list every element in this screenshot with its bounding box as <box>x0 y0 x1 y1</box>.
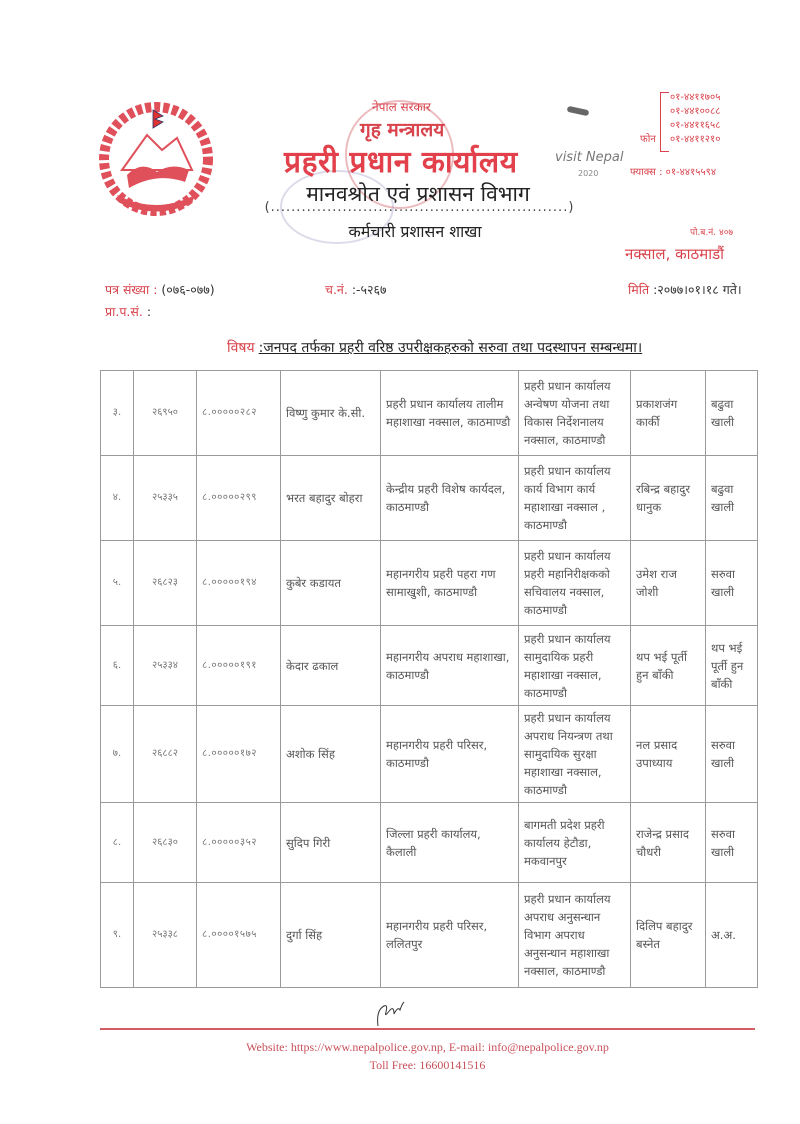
remarks: सरुवा खाली <box>706 706 758 803</box>
visit-nepal-year: 2020 <box>578 169 599 178</box>
replacing-officer: नल प्रसाद उपाध्याय <box>631 706 706 803</box>
phone-list <box>670 91 720 147</box>
table-row <box>101 371 758 456</box>
letter-date-value: :२०७७।०१।१८ गते। <box>653 282 742 297</box>
current-office: महानगरीय प्रहरी परिसर, काठमाण्डौ <box>381 706 519 803</box>
serial-number: ५. <box>101 541 134 626</box>
phone-number: ०१-४४१००८८ <box>670 106 721 117</box>
airplane-icon <box>567 106 590 116</box>
table-row <box>101 456 758 541</box>
letter-date <box>628 281 742 298</box>
subject-text: :जनपद तर्फका प्रहरी वरिष्ठ उपरीक्षकहरुको सरुवा तथा पदस्थापन सम्बन्धमा। <box>258 340 643 356</box>
table-row <box>101 541 758 626</box>
current-office: महानगरीय अपराध महाशाखा, काठमाण्डौ <box>381 626 519 706</box>
government-name: नेपाल सरकार <box>372 100 431 114</box>
phone-number: ०१-४४११२१० <box>670 134 721 145</box>
officer-name: कुबेर कडायत <box>281 541 381 626</box>
letter-number-value: (०७६-०७७) <box>161 282 215 297</box>
serial-number: ९. <box>101 883 134 988</box>
dispatch-number-value: :-५२६७ <box>351 282 387 297</box>
new-office: प्रहरी प्रधान कार्यालय अन्वेषण योजना तथा विकास निर्देशनालय नक्साल, काठमाण्डौ <box>519 371 631 456</box>
footer-website-email: Website: https://www.nepalpolice.gov.np, E-mail: info@nepalpolice.gov.np <box>246 1040 609 1054</box>
letter-number <box>105 281 215 298</box>
po-box: पो.ब.नं. ४०७ <box>690 228 734 238</box>
employee-code: ८.०००००२८२ <box>197 371 281 456</box>
serial-number: ६. <box>101 626 134 706</box>
officer-name: दुर्गा सिंह <box>281 883 381 988</box>
dispatch-number-label: च.नं. <box>325 282 348 297</box>
replacing-officer: उमेश राज जोशी <box>631 541 706 626</box>
new-office: प्रहरी प्रधान कार्यालय अपराध नियन्त्रण तथा सामुदायिक सुरक्षा महाशाखा नक्साल, काठमाण्डौ <box>519 706 631 803</box>
serial-number: ८. <box>101 803 134 883</box>
footer-toll-free: Toll Free: 16600141516 <box>369 1058 486 1072</box>
office-name: प्रहरी प्रधान कार्यालय <box>284 145 518 180</box>
table-row <box>101 706 758 803</box>
replacing-officer: प्रकाशजंग कार्की <box>631 371 706 456</box>
letter-date-label: मिति <box>628 282 650 297</box>
officer-name: भरत बहादुर बोहरा <box>281 456 381 541</box>
remarks: सरुवा खाली <box>706 803 758 883</box>
letter-number-label: पत्र संख्या : <box>105 282 158 297</box>
table-row <box>101 626 758 706</box>
employee-number: २६८८२ <box>134 706 197 803</box>
remarks: बढुवा खाली <box>706 456 758 541</box>
employee-number: २६९५० <box>134 371 197 456</box>
replacing-officer: राजेन्द्र प्रसाद चौधरी <box>631 803 706 883</box>
current-office: महानगरीय प्रहरी परिसर, ललितपुर <box>381 883 519 988</box>
nepal-emblem-icon <box>97 100 215 218</box>
dispatch-number <box>325 281 387 298</box>
employee-number: २६८३० <box>134 803 197 883</box>
new-office: प्रहरी प्रधान कार्यालय सामुदायिक प्रहरी महाशाखा नक्साल, काठमाण्डौ <box>519 626 631 706</box>
subject-line <box>227 338 642 357</box>
phone-brace <box>660 92 669 152</box>
department-name: मानवश्रोत एवं प्रशासन विभाग <box>306 182 530 206</box>
current-office: जिल्ला प्रहरी कार्यालय, कैलाली <box>381 803 519 883</box>
employee-number: २६८२३ <box>134 541 197 626</box>
table-row <box>101 883 758 988</box>
remarks: अ.अ. <box>706 883 758 988</box>
new-office: बागमती प्रदेश प्रहरी कार्यालय हेटौडा, मकवानपुर <box>519 803 631 883</box>
officer-name: सुदिप गिरी <box>281 803 381 883</box>
employee-code: ८.०००००१९४ <box>197 541 281 626</box>
officer-name: अशोक सिंह <box>281 706 381 803</box>
replacing-officer: रबिन्द्र बहादुर धानुक <box>631 456 706 541</box>
officer-name: केदार ढकाल <box>281 626 381 706</box>
transfer-table <box>100 370 758 988</box>
replacing-officer: दिलिप बहादुर बस्नेत <box>631 883 706 988</box>
visit-nepal-logo: visit Nepal <box>555 150 624 165</box>
employee-code: ८.०००००२९९ <box>197 456 281 541</box>
replacing-officer: थप भई पूर्ती हुन बाँकी <box>631 626 706 706</box>
employee-code: ८.०००००१७२ <box>197 706 281 803</box>
signature-icon <box>372 998 412 1028</box>
serial-number: ३. <box>101 371 134 456</box>
new-office: प्रहरी प्रधान कार्यालय कार्य विभाग कार्य महाशाखा नक्साल , काठमाण्डौ <box>519 456 631 541</box>
employee-code: ८.०००००३५२ <box>197 803 281 883</box>
remarks: बढुवा खाली <box>706 371 758 456</box>
received-letter-number <box>105 303 151 320</box>
remarks: सरुवा खाली <box>706 541 758 626</box>
dotted-separator: (..........................................................) <box>264 200 575 215</box>
fax-label: फ्याक्स <box>630 167 656 178</box>
serial-number: ७. <box>101 706 134 803</box>
new-office: प्रहरी प्रधान कार्यालय प्रहरी महानिरीक्षकको सचिवालय नक्साल, काठमाण्डौ <box>519 541 631 626</box>
current-office: केन्द्रीय प्रहरी विशेष कार्यदल, काठमाण्डौ <box>381 456 519 541</box>
employee-number: २५३३४ <box>134 626 197 706</box>
new-office: प्रहरी प्रधान कार्यालय अपराध अनुसन्धान विभाग अपराध अनुसन्धान महाशाखा नक्साल, काठमाण्डौ <box>519 883 631 988</box>
subject-label: विषय <box>227 340 255 356</box>
serial-number: ४. <box>101 456 134 541</box>
fax: फ्याक्स : ०१-४४१५५९४ <box>630 167 717 178</box>
current-office: प्रहरी प्रधान कार्यालय तालीम महाशाखा नक्साल, काठमाण्डौ <box>381 371 519 456</box>
officer-name: विष्णु कुमार के.सी. <box>281 371 381 456</box>
phone-number: ०१-४४११७०५ <box>670 92 721 103</box>
current-office: महानगरीय प्रहरी पहरा गण सामाखुशी, काठमाण्डौ <box>381 541 519 626</box>
branch-name: कर्मचारी प्रशासन शाखा <box>348 222 482 241</box>
phone-label: फोन <box>640 134 656 145</box>
received-letter-number-value: : <box>146 304 152 319</box>
received-letter-number-label: प्रा.प.सं. <box>105 304 143 319</box>
remarks: थप भई पूर्ती हुन बाँकी <box>706 626 758 706</box>
employee-code: ८.००००१५७५ <box>197 883 281 988</box>
employee-number: २५३३८ <box>134 883 197 988</box>
office-address: नक्साल, काठमाडौं <box>625 245 725 263</box>
footer-divider <box>100 1028 755 1030</box>
table-row <box>101 803 758 883</box>
employee-code: ८.०००००१९१ <box>197 626 281 706</box>
phone-number: ०१-४४११६५८ <box>670 120 721 131</box>
fax-number: ०१-४४१५५९४ <box>665 167 717 178</box>
ministry-name: गृह मन्त्रालय <box>360 119 445 141</box>
employee-number: २५३३५ <box>134 456 197 541</box>
